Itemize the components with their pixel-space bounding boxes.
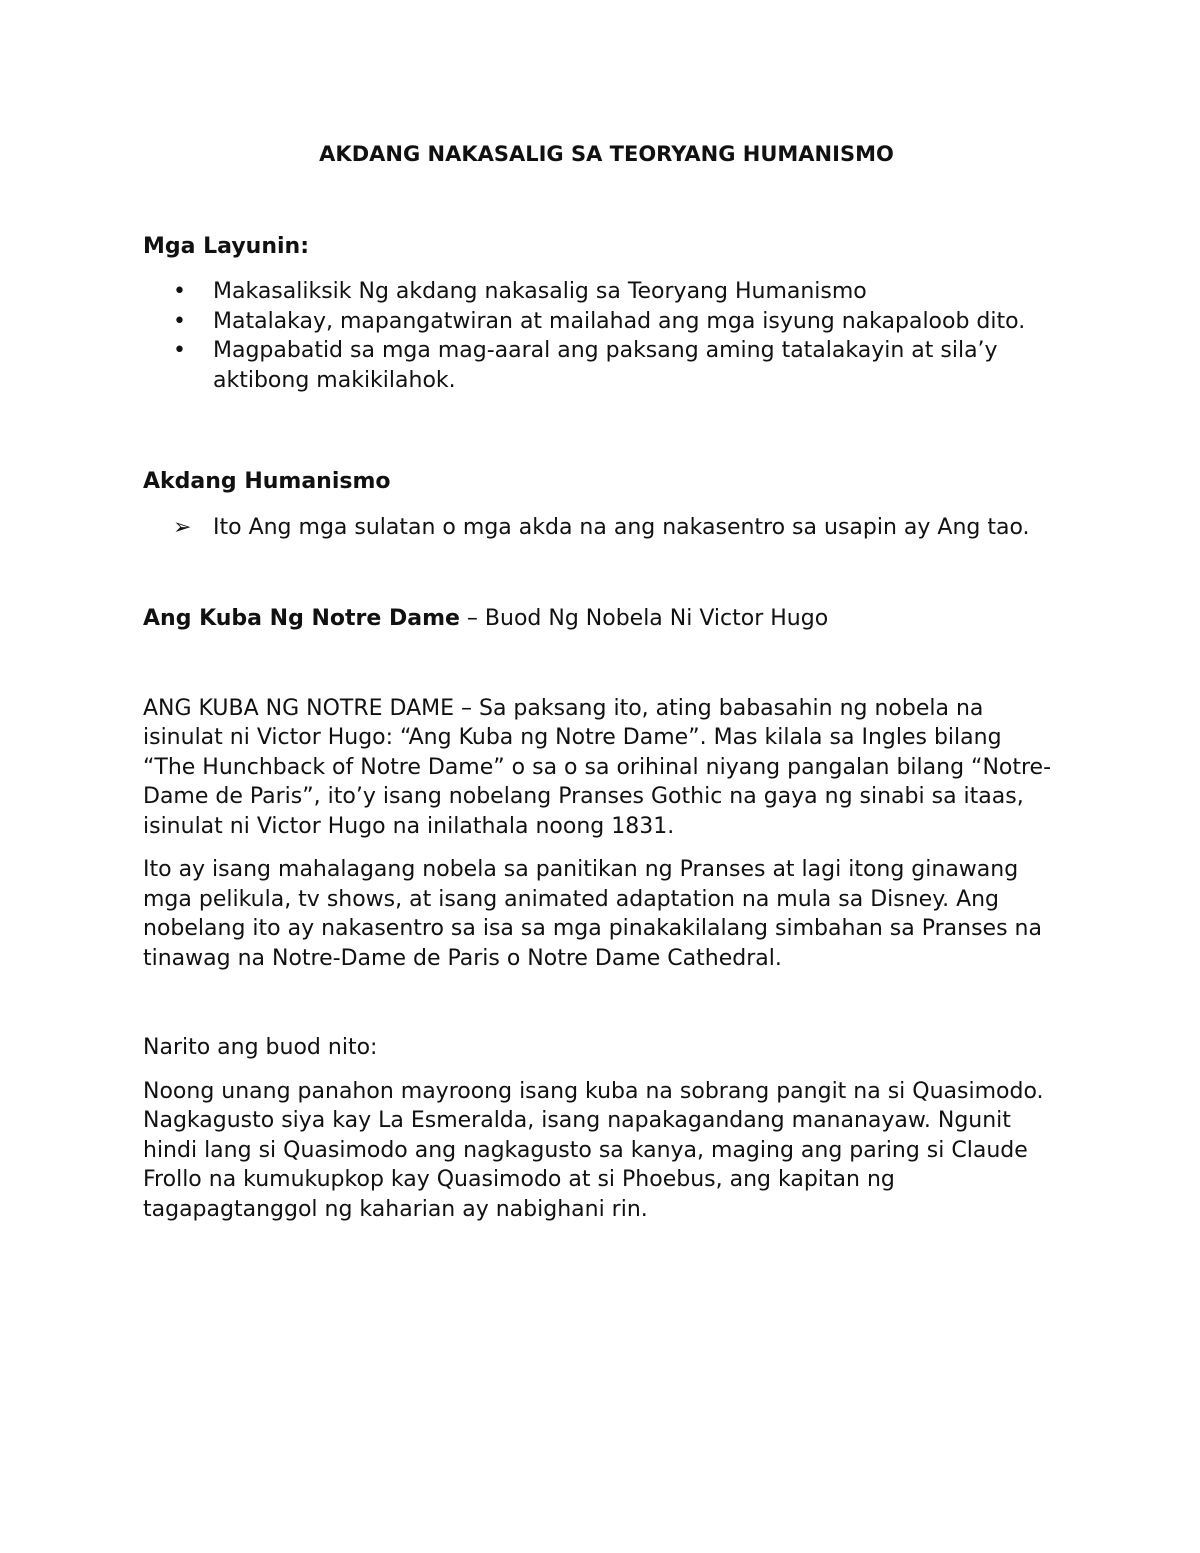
arrow-bullet-icon: ➢ [173,514,192,540]
objective-text: Magpabatid sa mga mag-aaral ang paksang aming tatalakayin at sila’y aktibong makikilahok. [213,338,998,393]
list-item [143,307,1058,337]
objective-text: Matalakay, mapangatwiran at mailahad ang mga isyung nakapaloob dito. [213,308,1026,334]
list-item [143,513,1058,543]
story-title-bold: Ang Kuba Ng Notre Dame [143,606,460,631]
humanism-list [143,513,1058,543]
humanism-heading: Akdang Humanismo [143,469,391,494]
objectives-heading: Mga Layunin: [143,233,309,259]
list-item [143,336,1058,395]
paragraph: ANG KUBA NG NOTRE DAME – Sa paksang ito, ating babasahin ng nobela na isinulat ni Victor Hugo: “Ang Kuba ng Notre Dame”. Mas kilala sa Ingles bilang “The Hunchback of Notre Dame” o sa o sa orihinal niyang pangalan bilang “Notre-Dame de Paris”, ito’y isang nobelang Pranses Gothic na gaya ng sinabi sa itaas, isinulat ni Victor Hugo na inilathala noong 1831. [143,695,1052,839]
document-body [143,140,1058,1224]
document-title: AKDANG NAKASALIG SA TEORYANG HUMANISMO [319,142,894,166]
bullet-icon: • [173,308,186,334]
paragraph: Noong unang panahon mayroong isang kuba na sobrang pangit na si Quasimodo. Nagkagusto siya kay La Esmeralda, isang napakagandang mananayaw. Ngunit hindi lang si Quasimodo ang nagkagusto sa kanya, maging ang paring si Claude Frollo na kumukupkop kay Quasimodo at si Phoebus, ang kapitan ng tagapagtanggol ng kaharian ay nabighani rin. [143,1078,1044,1222]
bullet-icon: • [173,338,186,363]
paragraph: Narito ang buod nito: [143,1035,378,1060]
list-item [143,277,1058,307]
story-title [143,604,1058,634]
bullet-icon: • [173,279,186,304]
humanism-text: Ito Ang mga sulatan o mga akda na ang nakasentro sa usapin ay Ang tao. [213,514,1030,540]
story-title-rest: – Buod Ng Nobela Ni Victor Hugo [459,606,829,631]
objectives-list [143,277,1058,395]
objective-text: Makasaliksik Ng akdang nakasalig sa Teoryang Humanismo [213,279,867,304]
paragraph: Ito ay isang mahalagang nobela sa panitikan ng Pranses at lagi itong ginawang mga pelikula, tv shows, at isang animated adaptation na mula sa Disney. Ang nobelang ito ay nakasentro sa isa sa mga pinakakilalang simbahan sa Pranses na tinawag na Notre-Dame de Paris o Notre Dame Cathedral. [143,857,1042,971]
